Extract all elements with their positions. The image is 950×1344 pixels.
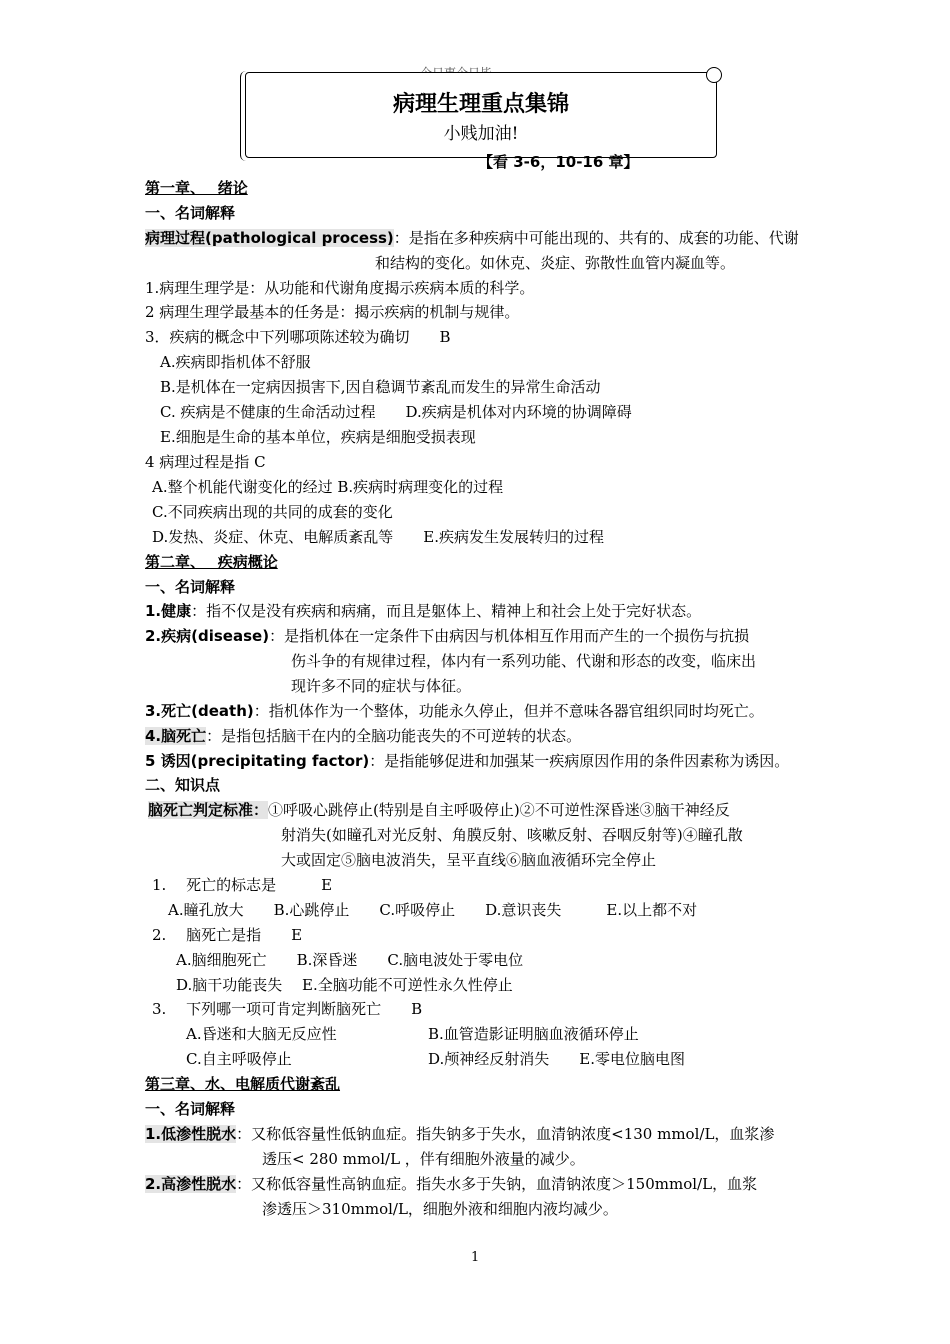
ch1-q4-option-c: C.不同疾病出现的共同的成套的变化 [152,503,393,521]
term-label: 2.高渗性脱水 [145,1175,237,1193]
ch1-q4-option-de: D.发热、炎症、休克、电解质紊乱等 E.疾病发生发展转归的过程 [152,528,604,546]
term-disease-cont-1: 伤斗争的有规律过程，体内有一系列功能、代谢和形态的改变，临床出 [291,652,757,670]
term-definition: ：是指包括脑干在内的全脑功能丧失的不可逆转的状态。 [206,727,582,745]
chapter-range: 【看 3-6，10-16 章】 [478,153,639,171]
brain-death-criteria [148,800,730,820]
term-definition: ：指机体作为一个整体，功能永久停止，但并不意味各器官组织同时均死亡。 [253,702,764,720]
term-pathological-process [145,228,799,248]
page-number: 1 [471,1250,480,1265]
ch2-q1-options: A.瞳孔放大 B.心跳停止 C.呼吸停止 D.意识丧失 E.以上都不对 [168,901,698,919]
term-hypotonic-dehydration [145,1124,774,1144]
ch2-q2-options-2: D.脑干功能丧失 E.全脑功能不可逆性永久性停止 [176,976,513,994]
ch2-question-1: 1. 死亡的标志是 E [152,876,333,894]
criteria-text: ①呼吸心跳停止(特别是自主呼吸停止)②不可逆性深昏迷③脑干神经反 [268,801,730,819]
ch2-question-2: 2. 脑死亡是指 E [152,926,303,944]
chapter-2-section-terms: 一、名词解释 [145,578,236,596]
term-definition: ：是指在多种疾病中可能出现的、共有的、成套的功能、代谢 [393,229,799,247]
chapter-1-title: 第一章、 绪论 [145,179,248,197]
chapter-1-section-terms: 一、名词解释 [145,204,236,222]
ch2-q3-option-b: B.血管造影证明脑血液循环停止 [428,1025,639,1043]
term-label: 3.死亡(death) [145,702,254,720]
ch1-item-2: 2 病理生理学最基本的任务是：揭示疾病的机制与规律。 [145,303,520,321]
term-label: 5 诱因(precipitating factor) [145,752,370,770]
ch1-q3-option-cd: C. 疾病是不健康的生命活动过程 D.疾病是机体对内环境的协调障碍 [160,403,632,421]
term-definition: ：指不仅是没有疾病和病痛，而且是躯体上、精神上和社会上处于完好状态。 [191,602,702,620]
term-hypertonic-dehydration [145,1174,757,1194]
title-scroll-banner [245,72,717,158]
ch1-item-1: 1.病理生理学是：从功能和代谢角度揭示疾病本质的科学。 [145,279,535,297]
criteria-label: 脑死亡判定标准： [148,801,269,819]
document-title: 病理生理重点集锦 [392,92,569,117]
ch2-question-3: 3. 下列哪一项可肯定判断脑死亡 B [152,1000,423,1018]
term-definition: ：又称低容量性低钠血症。指失钠多于失水，血清钠浓度<130 mmol/L，血浆渗 [236,1125,775,1143]
term-precipitating-factor [145,751,789,771]
term-label: 1.健康 [145,602,192,620]
term-brain-death [145,726,581,746]
ch1-question-4: 4 病理过程是指 C [145,453,266,471]
term-label: 1.低渗性脱水 [145,1125,237,1143]
ch1-q3-option-e: E.细胞是生命的基本单位，疾病是细胞受损表现 [160,428,476,446]
document-subtitle: 小贱加油! [443,124,519,144]
term-label: 病理过程(pathological process) [145,229,394,247]
term-hypertonic-dehydration-cont: 渗透压＞310mmol/L，细胞外液和细胞内液均减少。 [262,1200,618,1218]
term-health [145,601,701,621]
ch2-q2-options-1: A.脑细胞死亡 B.深昏迷 C.脑电波处于零电位 [176,951,524,969]
chapter-2-title: 第二章、 疾病概论 [145,553,278,571]
term-disease [145,626,749,646]
brain-death-criteria-cont-1: 射消失(如瞳孔对光反射、角膜反射、咳嗽反射、吞咽反射等)④瞳孔散 [281,826,743,844]
ch1-q3-option-b: B.是机体在一定病因损害下,因自稳调节紊乱而发生的异常生命活动 [160,378,601,396]
ch2-q3-option-de: D.颅神经反射消失 E.零电位脑电图 [428,1050,685,1068]
term-disease-cont-2: 现许多不同的症状与体征。 [291,677,472,695]
ch2-q3-option-a: A.昏迷和大脑无反应性 [186,1025,337,1043]
term-hypotonic-dehydration-cont: 透压< 280 mmol/L ，伴有细胞外液量的减少。 [262,1150,585,1168]
ch1-q4-option-ab: A.整个机能代谢变化的经过 B.疾病时病理变化的过程 [152,478,504,496]
term-label: 2.疾病(disease) [145,627,270,645]
term-definition: ：是指机体在一定条件下由病因与机体相互作用而产生的一个损伤与抗损 [269,627,750,645]
chapter-2-section-knowledge: 二、知识点 [145,776,221,794]
term-definition: ：是指能够促进和加强某一疾病原因作用的条件因素称为诱因。 [369,752,790,770]
scroll-roll-right-icon [706,67,722,83]
term-definition: ：又称低容量性高钠血症。指失水多于失钠，血清钠浓度＞150mmol/L，血浆 [236,1175,758,1193]
ch1-question-3: 3．疾病的概念中下列哪项陈述较为确切 B [145,328,451,346]
chapter-3-section-terms: 一、名词解释 [145,1100,236,1118]
term-definition-cont: 和结构的变化。如休克、炎症、弥散性血管内凝血等。 [375,254,736,272]
ch1-q3-option-a: A.疾病即指机体不舒服 [160,353,311,371]
chapter-3-title: 第三章、水、电解质代谢紊乱 [145,1075,341,1093]
term-label: 4.脑死亡 [145,727,207,745]
term-death [145,701,764,721]
brain-death-criteria-cont-2: 大或固定⑤脑电波消失，呈平直线⑥脑血液循环完全停止 [281,851,657,869]
ch2-q3-option-c: C.自主呼吸停止 [186,1050,292,1068]
